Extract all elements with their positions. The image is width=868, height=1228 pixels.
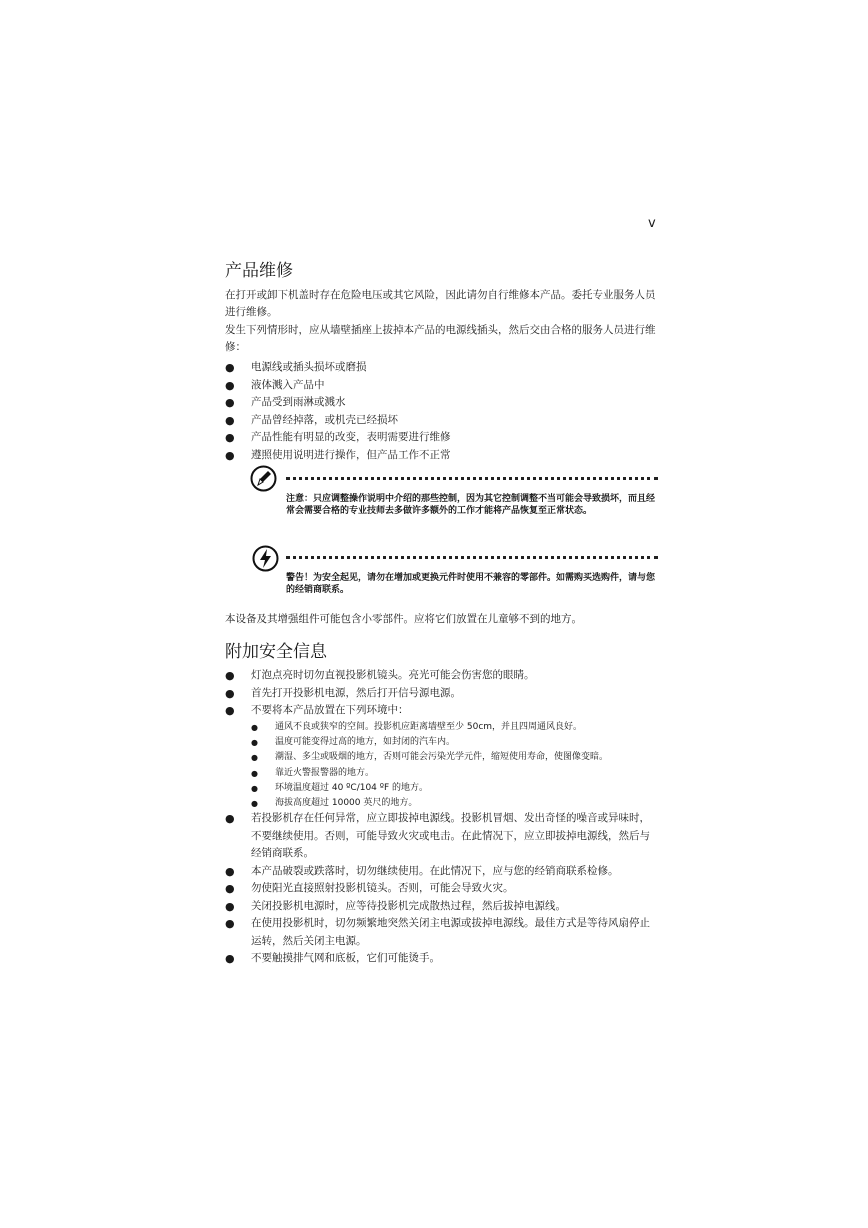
list-item: ● 遵照使用说明进行操作，但产品工作不正常 xyxy=(225,448,451,462)
list-item: ● 本产品破裂或跌落时，切勿继续使用。在此情况下，应与您的经销商联系检修。 xyxy=(225,864,619,878)
small-parts-paragraph: 本设备及其增强组件可能包含小零部件。应将它们放置在儿童够不到的地方。 xyxy=(225,613,582,625)
list-item: ● 电源线或插头损坏或磨损 xyxy=(225,361,367,374)
sub-list-item: ● 潮湿、多尘或吸烟的地方，否则可能会污染光学元件，缩短使用寿命，使图像变暗。 xyxy=(251,752,609,763)
list-item: ● 产品受到雨淋或溅水 xyxy=(225,396,346,409)
sub-list-item: ● 海拔高度超过 10000 英尺的地方。 xyxy=(251,798,418,809)
list-item: ● 灯泡点亮时切勿直视投影机镜头。亮光可能会伤害您的眼睛。 xyxy=(225,669,535,682)
list-item: ● 液体溅入产品中 xyxy=(225,378,325,392)
environment-sublist xyxy=(251,720,671,811)
list-item: ● 首先打开投影机电源，然后打开信号源电源。 xyxy=(225,686,461,700)
list-item: ● 勿使阳光直接照射投影机镜头。否则，可能会导致火灾。 xyxy=(225,882,514,895)
list-item: ● 产品性能有明显的改变，表明需要进行维修 xyxy=(225,431,451,444)
note-divider xyxy=(286,477,658,480)
sub-list-item: ● 通风不良或狭窄的空间。投影机应距离墙壁至少 50cm，并且四周通风良好。 xyxy=(251,722,583,732)
sub-list-item: ● 环境温度超过 40 ºC/104 ºF 的地方。 xyxy=(251,782,429,793)
service-paragraph: 在打开或卸下机盖时存在危险电压或其它风险，因此请勿自行维修本产品。委托专业服务人员进行维修。 xyxy=(225,289,656,318)
unplug-paragraph: 发生下列情形时，应从墙壁插座上拔掉本产品的电源线插头，然后交由合格的服务人员进行维修： xyxy=(225,324,656,353)
sub-list-item: ● 靠近火警报警器的地方。 xyxy=(251,767,375,778)
list-item: ● 若投影机存在任何异常，应立即拔掉电源线。投影机冒烟、发出奇怪的噪音或异味时，不要继续使用。否则，可能导致火灾或电击。在此情况下，应立即拔掉电源线，然后与经销商联系。 xyxy=(225,812,650,859)
list-item: ● 在使用投影机时，切勿频繁地突然关闭主电源或拔掉电源线。最佳方式是等待风扇停止运转，然后关闭主电源。 xyxy=(225,917,650,947)
warning-divider xyxy=(286,556,658,559)
safety-list-a xyxy=(225,667,665,720)
list-item: ● 关闭投影机电源时，应等待投影机完成散热过程，然后拔掉电源线。 xyxy=(225,899,566,913)
service-conditions-list xyxy=(225,359,665,464)
section-title-safety-info: 附加安全信息 xyxy=(225,642,327,662)
safety-list-b xyxy=(225,810,657,968)
section-title-product-service: 产品维修 xyxy=(225,261,293,281)
list-item: ● 产品曾经掉落，或机壳已经损坏 xyxy=(225,413,398,427)
page-number: v xyxy=(648,216,656,231)
warning-text: 警告！为安全起见，请勿在增加或更换元件时使用不兼容的零部件。如需购买选购件，请与您的经销商联系。 xyxy=(286,573,656,595)
sub-list-item: ● 温度可能变得过高的地方，如封闭的汽车内。 xyxy=(251,737,456,748)
list-item: ● 不要将本产品放置在下列环境中： xyxy=(225,704,409,717)
note-text: 注意：只应调整操作说明中介绍的那些控制，因为其它控制调整不当可能会导致损坏，而且经常会需要合格的专业技师去多做许多额外的工作才能将产品恢复至正常状态。 xyxy=(286,494,656,516)
list-item: ● 不要触摸排气网和底板，它们可能烫手。 xyxy=(225,952,440,965)
lightning-warning-icon xyxy=(252,545,279,572)
pencil-note-icon xyxy=(250,465,277,492)
